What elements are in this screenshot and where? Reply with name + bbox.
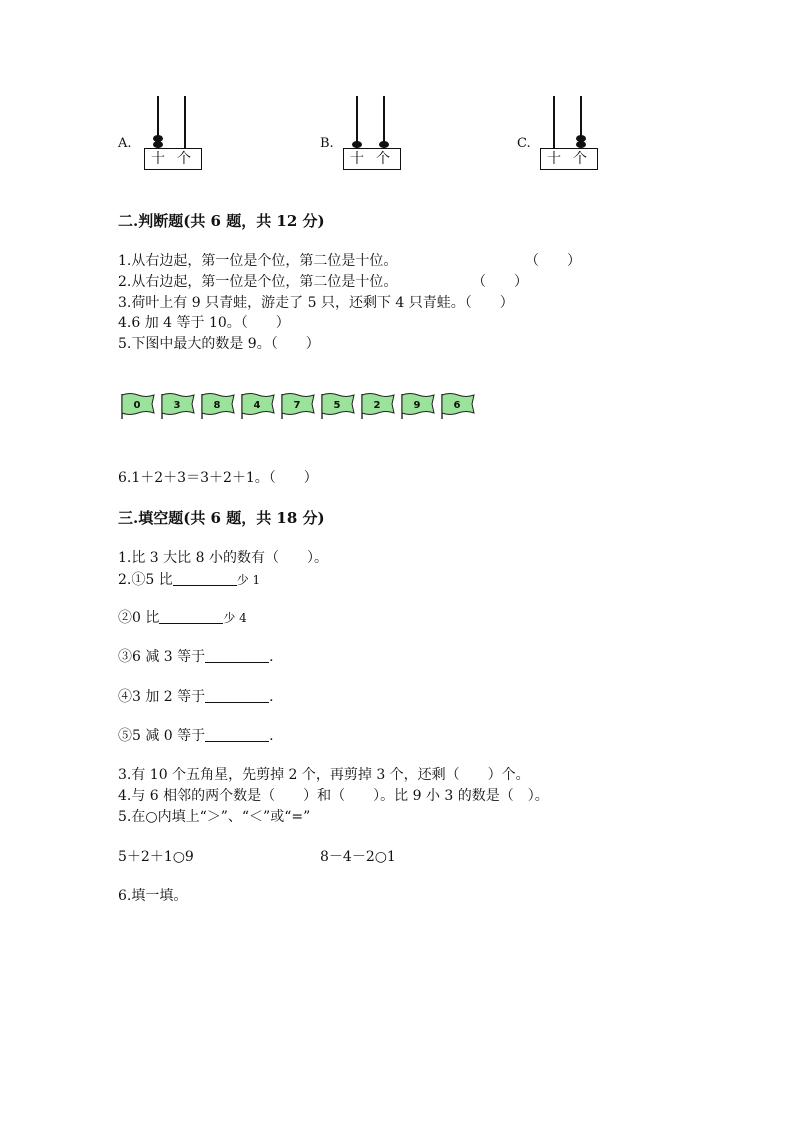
fill-q2-1-blank[interactable]	[173, 571, 237, 586]
abacus-frame	[144, 148, 202, 170]
fill-q2-3	[118, 648, 274, 666]
judge-item-6: 6.1＋2＋3＝3＋2＋1。（ ）	[118, 470, 318, 486]
flag-icon	[400, 392, 436, 420]
fill-q2-4-pre: ④3 加 2 等于	[118, 689, 206, 705]
judge-item-2: 2.从右边起，第一位是个位，第二位是十位。	[118, 274, 398, 290]
abacus-ones-label: 个	[376, 151, 390, 167]
flag-number: 2	[373, 400, 381, 411]
number-flag	[120, 392, 156, 420]
fill-q2-2-pre: ②0 比	[118, 610, 160, 626]
fill-q2-1	[118, 571, 260, 589]
abacus-option-label[interactable]: A.	[118, 136, 132, 151]
flag-icon	[280, 392, 316, 420]
flag-icon	[320, 392, 356, 420]
fill-q3: 3.有 10 个五角星，先剪掉 2 个，再剪掉 3 个，还剩（ ）个。	[118, 767, 530, 783]
fill-q2-5-blank[interactable]	[205, 727, 269, 742]
fill-q5-b: 8－4－2○1	[320, 849, 396, 865]
section2-title: 二.判断题(共 6 题，共 12 分)	[118, 212, 325, 230]
abacus-bead	[576, 135, 586, 142]
flag-number: 8	[213, 400, 221, 411]
judge-item-2-answer[interactable]: （ ）	[472, 274, 528, 290]
abacus-bead	[153, 135, 163, 142]
flag-number: 7	[293, 400, 301, 411]
number-flag	[360, 392, 396, 420]
abacus-bead	[379, 141, 389, 148]
abacus-tens-label: 十	[151, 151, 165, 167]
flag-number: 9	[413, 400, 421, 411]
abacus-bead	[352, 141, 362, 148]
abacus-figure	[343, 96, 401, 170]
fill-q2-4	[118, 688, 274, 706]
abacus-tens-rod	[553, 96, 555, 148]
number-flag	[440, 392, 476, 420]
abacus-tens-label: 十	[547, 151, 561, 167]
flag-number: 3	[173, 400, 181, 411]
fill-q2-2-blank[interactable]	[159, 609, 223, 624]
number-flag	[280, 392, 316, 420]
abacus-option-label[interactable]: B.	[320, 136, 334, 151]
fill-q5: 5.在○内填上“＞”、“＜”或“=”	[118, 809, 311, 825]
flag-number: 5	[333, 400, 341, 411]
section3-title: 三.填空题(共 6 题，共 18 分)	[118, 509, 325, 527]
abacus-figure	[144, 96, 202, 170]
abacus-figure	[540, 96, 598, 170]
fill-q2-3-period: .	[269, 649, 274, 665]
fill-q2-1-pre: 2.①5 比	[118, 572, 173, 588]
flag-icon	[160, 392, 196, 420]
judge-item-1	[118, 252, 397, 270]
fill-q2-5-pre: ⑤5 减 0 等于	[118, 728, 206, 744]
abacus-ones-label: 个	[573, 151, 587, 167]
abacus-ones-label: 个	[177, 151, 191, 167]
fill-q6: 6.填一填。	[118, 888, 188, 904]
flag-icon	[120, 392, 156, 420]
fill-q1: 1.比 3 大比 8 小的数有（ ）。	[118, 550, 328, 566]
abacus-tens-label: 十	[350, 151, 364, 167]
number-flag	[240, 392, 276, 420]
judge-item-4: 4.6 加 4 等于 10。（ ）	[118, 315, 290, 331]
judge-item-5: 5.下图中最大的数是 9。（ ）	[118, 336, 320, 352]
fill-q2-3-blank[interactable]	[205, 648, 269, 663]
flag-number: 4	[253, 400, 261, 411]
abacus-frame	[540, 148, 598, 170]
number-flag	[160, 392, 196, 420]
flag-icon	[360, 392, 396, 420]
flag-number: 0	[133, 400, 141, 411]
abacus-option-label[interactable]: C.	[517, 136, 531, 151]
fill-q4: 4.与 6 相邻的两个数是（ ）和（ ）。比 9 小 3 的数是（ ）。	[118, 788, 549, 804]
number-flag	[400, 392, 436, 420]
abacus-ones-rod	[184, 96, 186, 148]
abacus-frame	[343, 148, 401, 170]
flag-icon	[440, 392, 476, 420]
fill-q2-4-period: .	[269, 689, 274, 705]
fill-q2-4-blank[interactable]	[205, 688, 269, 703]
judge-item-1-answer[interactable]: （ ）	[525, 253, 581, 269]
fill-q2-2-post: 少 4	[223, 611, 247, 625]
fill-q5-a: 5＋2＋1○9	[118, 849, 194, 865]
abacus-bead	[576, 141, 586, 148]
flag-number: 6	[453, 400, 461, 411]
number-flag	[200, 392, 236, 420]
fill-q2-3-pre: ③6 减 3 等于	[118, 649, 206, 665]
judge-item-3: 3.荷叶上有 9 只青蛙，游走了 5 只，还剩下 4 只青蛙。（ ）	[118, 295, 514, 311]
fill-q2-2	[118, 609, 247, 627]
abacus-bead	[153, 141, 163, 148]
flag-icon	[240, 392, 276, 420]
flag-icon	[200, 392, 236, 420]
fill-q2-1-post: 少 1	[236, 573, 261, 587]
fill-q2-5	[118, 727, 274, 745]
number-flag	[320, 392, 356, 420]
judge-item-1-text: 1.从右边起，第一位是个位，第二位是十位。	[118, 253, 398, 269]
fill-q2-5-period: .	[269, 728, 274, 744]
